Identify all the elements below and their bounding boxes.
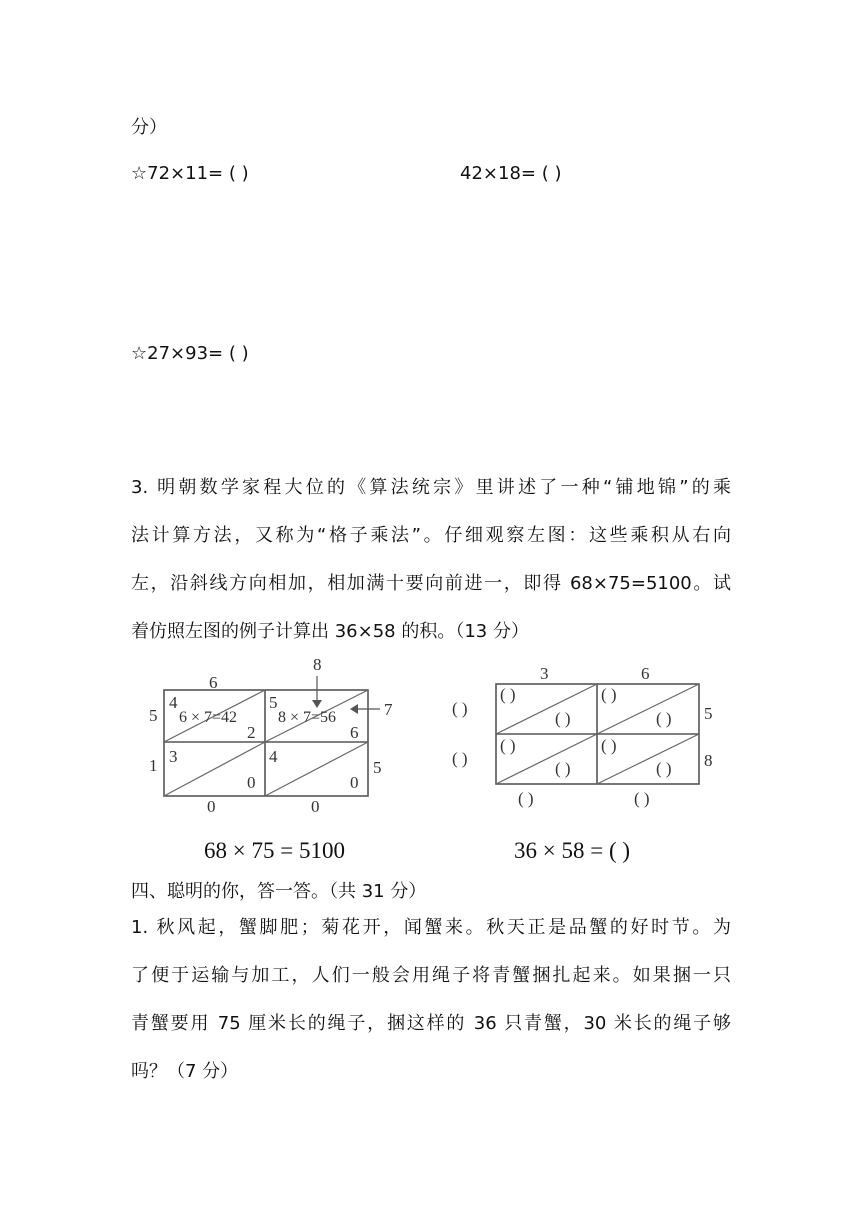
cell3-br: 0	[247, 773, 256, 792]
right-right-digit-1: 5	[704, 704, 713, 723]
cell4-tl: 4	[269, 747, 278, 766]
rcell4-tl-paren: ( )	[601, 736, 617, 755]
problem-72x11: ☆72×11= ( )	[131, 163, 249, 184]
q3-line-3: 左，沿斜线方向相加，相加满十要向前进一，即得 68×75=5100。试	[131, 573, 731, 594]
rcell1-br-paren: ( )	[555, 709, 571, 728]
left-left-digit-2: 1	[149, 756, 158, 775]
s4q1-line-2: 了便于运输与加工，人们一般会用绳子将青蟹捆扎起来。如果捆一只	[131, 965, 731, 986]
left-right-digit-1: 7	[384, 700, 393, 719]
s4q1-line-1: 1. 秋风起，蟹脚肥；菊花开，闻蟹来。秋天正是品蟹的好时节。为	[131, 917, 731, 938]
left-left-digit-1: 5	[149, 706, 158, 725]
rcell2-br-paren: ( )	[656, 709, 672, 728]
right-bottom-paren-1: ( )	[518, 789, 534, 808]
right-top-digit-2: 6	[641, 664, 650, 683]
rcell3-tl-paren: ( )	[500, 736, 516, 755]
left-right-digit-2: 5	[373, 758, 382, 777]
s4q1-line-4: 吗？（7 分）	[131, 1061, 239, 1082]
rcell4-br-paren: ( )	[656, 759, 672, 778]
right-caption: 36 × 58 = ( )	[514, 838, 631, 863]
header-tail: 分）	[131, 117, 167, 138]
cell1-eq: 6 × 7=42	[179, 709, 238, 726]
cell1-br: 2	[247, 723, 256, 742]
section-4-title: 四、聪明的你，答一答。（共 31 分）	[131, 881, 427, 902]
problem-42x18: 42×18= ( )	[460, 163, 562, 184]
rcell1-tl-paren: ( )	[500, 685, 516, 704]
cell2-tl: 5	[269, 693, 278, 712]
left-caption: 68 × 75 = 5100	[204, 838, 345, 863]
left-top-digit-2: 8	[313, 655, 322, 674]
left-bottom-digit-2: 0	[311, 797, 320, 816]
q3-line-2: 法计算方法，又称为“格子乘法”。仔细观察左图：这些乘积从右向	[131, 525, 731, 546]
problem-27x93: ☆27×93= ( )	[131, 343, 249, 364]
left-bottom-digit-1: 0	[207, 797, 216, 816]
cell3-tl: 3	[169, 747, 178, 766]
right-top-digit-1: 3	[540, 664, 549, 683]
right-bottom-paren-2: ( )	[634, 789, 650, 808]
section-4-question-1	[131, 904, 731, 1096]
right-left-paren-1: ( )	[452, 699, 468, 718]
rcell2-tl-paren: ( )	[601, 685, 617, 704]
cell2-eq: 8 × 7=56	[278, 709, 337, 726]
s4q1-line-3: 青蟹要用 75 厘米长的绳子，捆这样的 36 只青蟹，30 米长的绳子够	[131, 1013, 731, 1034]
right-right-digit-2: 8	[704, 751, 713, 770]
cell2-br: 6	[350, 723, 359, 742]
q3-line-1: 3. 明朝数学家程大位的《算法统宗》里讲述了一种“铺地锦”的乘	[131, 477, 731, 498]
left-top-digit-1: 6	[209, 673, 218, 692]
cell4-br: 0	[350, 773, 359, 792]
cell1-tl: 4	[169, 693, 178, 712]
q3-line-4: 着仿照左图的例子计算出 36×58 的积。（13 分）	[131, 621, 529, 642]
rcell3-br-paren: ( )	[555, 759, 571, 778]
right-left-paren-2: ( )	[452, 749, 468, 768]
